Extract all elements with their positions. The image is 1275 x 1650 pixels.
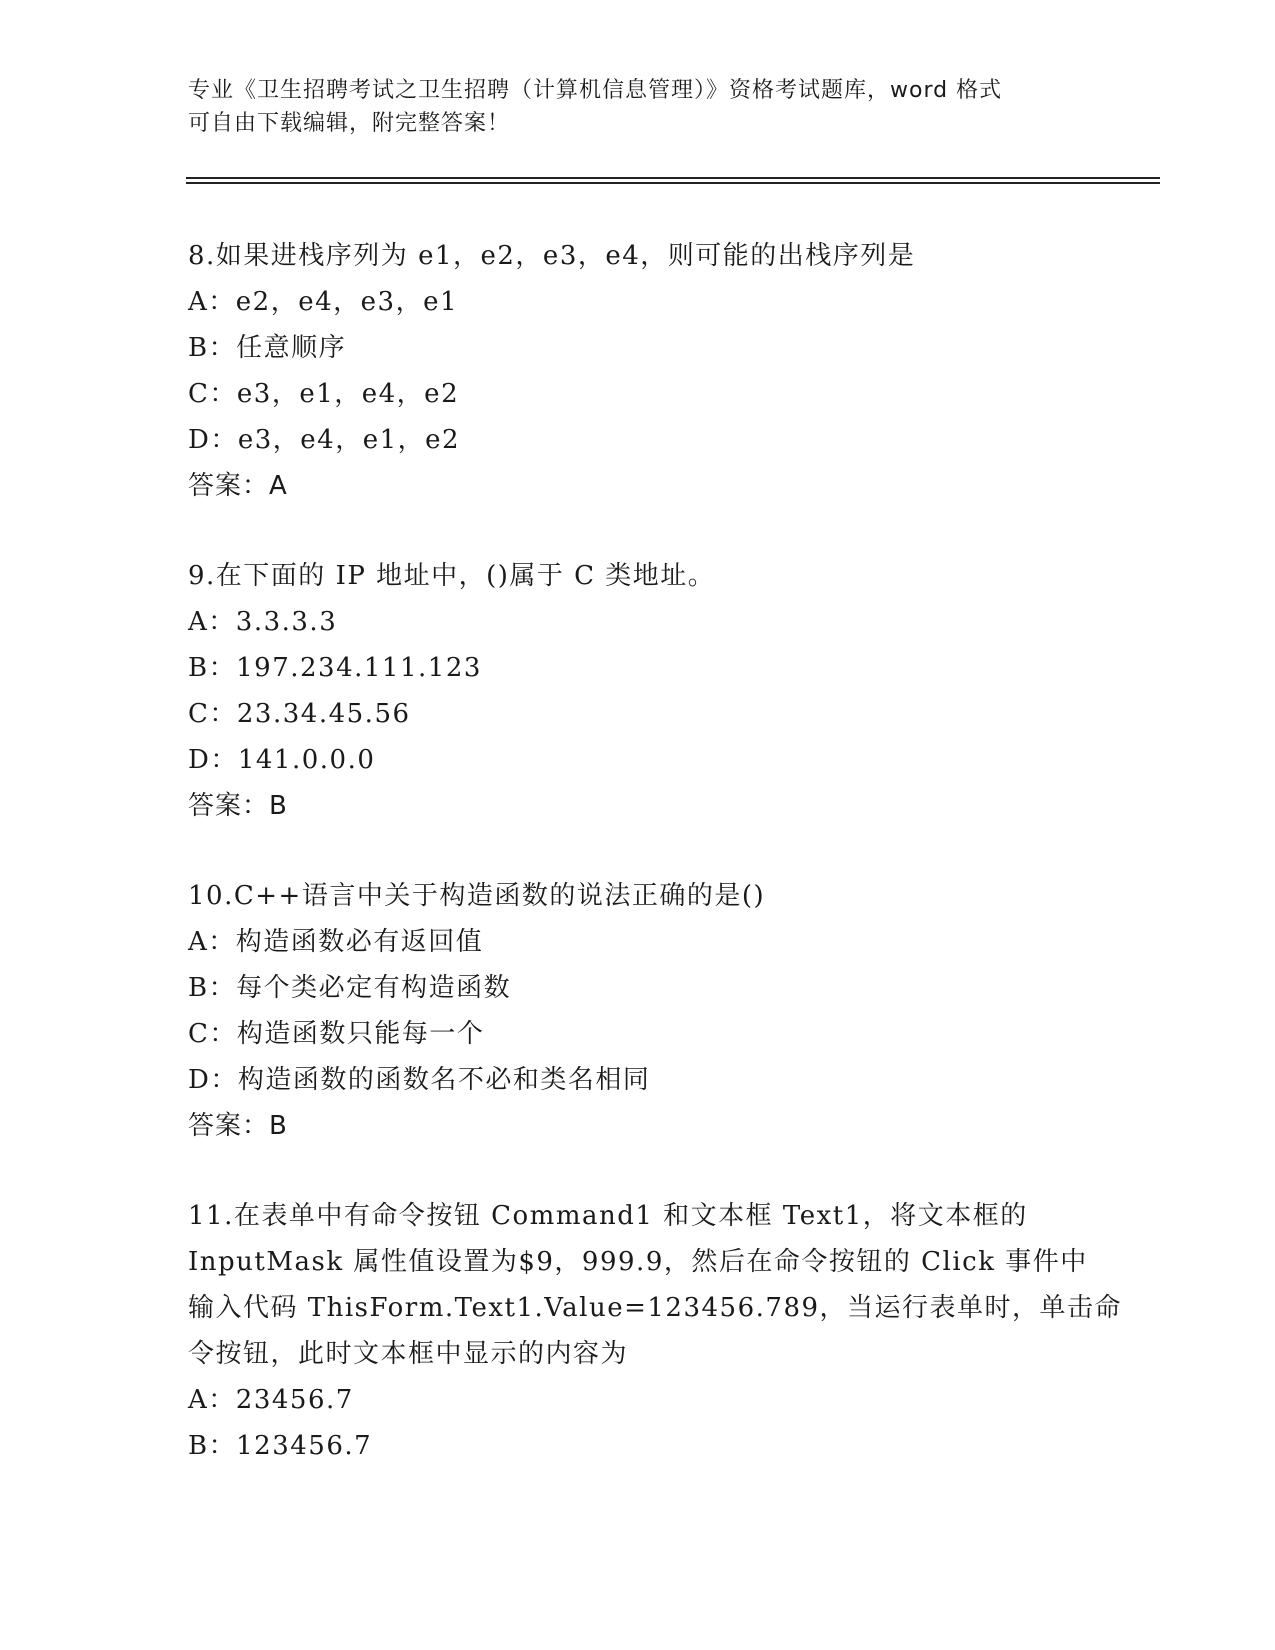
option-d: D：构造函数的函数名不必和类名相同 — [188, 1065, 651, 1095]
option-c: C：构造函数只能每一个 — [188, 1019, 485, 1049]
question-stem-line-3: 输入代码 ThisForm.Text1.Value=123456.789，当运行表单时，单击命 — [188, 1293, 1123, 1323]
option-b: B：197.234.111.123 — [188, 653, 482, 683]
option-b: B：每个类必定有构造函数 — [188, 973, 512, 1003]
question-stem-line-1: 11.在表单中有命令按钮 Command1 和文本框 Text1，将文本框的 — [188, 1201, 1028, 1231]
question-10 — [188, 873, 1088, 1149]
header-line-1: 专业《卫生招聘考试之卫生招聘（计算机信息管理）》资格考试题库，word 格式 — [188, 78, 1003, 103]
question-8 — [188, 233, 1088, 509]
question-stem-line-2: InputMask 属性值设置为$9，999.9，然后在命令按钮的 Click 事件中 — [188, 1247, 1088, 1277]
answer-line: 答案：B — [188, 1111, 288, 1141]
option-b: B：123456.7 — [188, 1431, 373, 1461]
question-stem: 8.如果进栈序列为 e1，e2，e3，e4，则可能的出栈序列是 — [188, 241, 916, 271]
question-stem-line-4: 令按钮，此时文本框中显示的内容为 — [188, 1339, 629, 1369]
option-d: D：141.0.0.0 — [188, 745, 376, 775]
header-divider-top — [186, 177, 1160, 179]
header-divider-bottom — [186, 182, 1160, 184]
option-a: A：e2，e4，e3，e1 — [188, 287, 458, 317]
header-line-2: 可自由下载编辑，附完整答案！ — [188, 111, 511, 136]
question-9 — [188, 553, 1088, 829]
option-c: C：e3，e1，e4，e2 — [188, 379, 460, 409]
option-a: A：构造函数必有返回值 — [188, 927, 484, 957]
question-stem: 9.在下面的 IP 地址中，()属于 C 类地址。 — [188, 561, 716, 591]
option-a: A：23456.7 — [188, 1385, 354, 1415]
option-c: C：23.34.45.56 — [188, 699, 411, 729]
answer-line: 答案：A — [188, 471, 288, 501]
option-b: B：任意顺序 — [188, 333, 347, 363]
document-header — [188, 74, 1088, 140]
answer-line: 答案：B — [188, 791, 288, 821]
option-d: D：e3，e4，e1，e2 — [188, 425, 461, 455]
option-a: A：3.3.3.3 — [188, 607, 338, 637]
question-11 — [188, 1193, 1123, 1469]
question-stem: 10.C++语言中关于构造函数的说法正确的是() — [188, 881, 766, 911]
